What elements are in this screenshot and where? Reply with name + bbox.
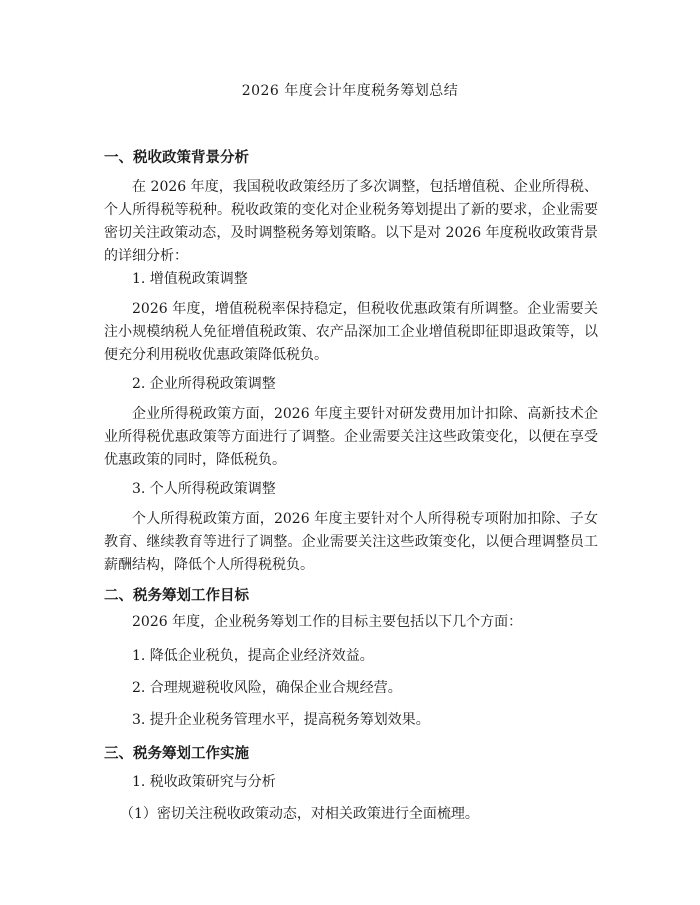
paragraph-personal-income-tax: 个人所得税政策方面，2026 年度主要针对个人所得税专项附加扣除、子女教育、继续教育等进行了调整。企业需要关注这些政策变化，以便合理调整员工薪酬结构，降低个人所得税税负。 [104, 511, 598, 573]
section-heading-implementation: 三、税务筹划工作实施 [104, 746, 249, 762]
sub-item-policy-tracking: （1）密切关注税收政策动态，对相关政策进行全面梳理。 [120, 806, 479, 822]
paragraph-corporate-income-tax: 企业所得税政策方面，2026 年度主要针对研发费用加计扣除、高新技术企业所得税优惠政策等方面进行了调整。企业需要关注这些政策变化，以便在享受优惠政策的同时，降低税负。 [104, 406, 598, 468]
paragraph-policy-intro: 在 2026 年度，我国税收政策经历了多次调整，包括增值税、企业所得税、个人所得税等税种。税收政策的变化对企业税务筹划提出了新的要求，企业需要密切关注政策动态，及时调整税务筹划策略。以下是对 2026 年度税收政策背景的详细分析： [104, 179, 598, 264]
section-heading-policy-background: 一、税收政策背景分析 [104, 150, 249, 166]
list-item-vat: 1. 增值税政策调整 [132, 271, 248, 287]
list-item-goal-2: 2. 合理规避税收风险，确保企业合规经营。 [132, 680, 402, 696]
list-item-corporate-income-tax: 2. 企业所得税政策调整 [132, 376, 276, 392]
list-item-goal-3: 3. 提升企业税务管理水平，提高税务筹划效果。 [132, 712, 430, 728]
list-item-policy-research: 1. 税收政策研究与分析 [132, 774, 276, 790]
list-item-goal-1: 1. 降低企业税负，提高企业经济效益。 [132, 648, 374, 664]
paragraph-vat: 2026 年度，增值税税率保持稳定，但税收优惠政策有所调整。企业需要关注小规模纳税人免征增值税政策、农产品深加工企业增值税即征即退政策等，以便充分利用税收优惠政策降低税负。 [104, 301, 598, 363]
list-item-personal-income-tax: 3. 个人所得税政策调整 [132, 481, 276, 497]
section-heading-goals: 二、税务筹划工作目标 [104, 588, 249, 604]
paragraph-goals-intro: 2026 年度，企业税务筹划工作的目标主要包括以下几个方面： [132, 614, 523, 630]
document-title: 2026 年度会计年度税务筹划总结 [241, 83, 459, 99]
